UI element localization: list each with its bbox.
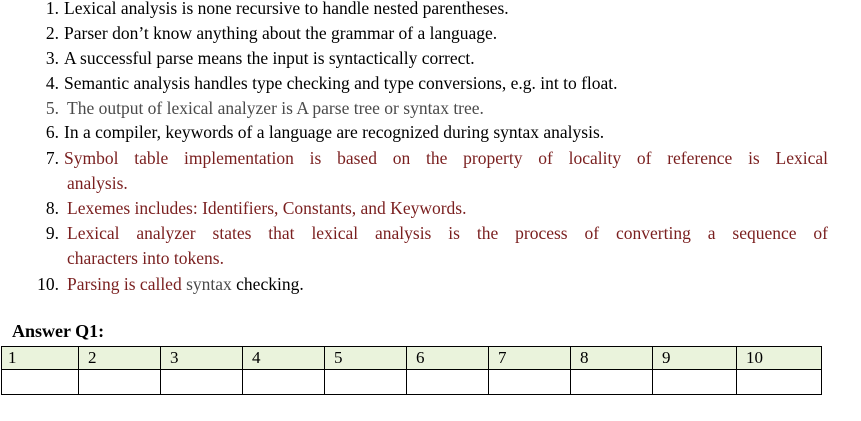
answer-input-row [2, 370, 822, 395]
answer-table [1, 346, 822, 395]
answer-header-cell: 6 [407, 347, 489, 370]
answer-header-cell: 10 [737, 347, 822, 370]
answer-header-cell: 1 [2, 347, 79, 370]
answer-header-cell: 8 [571, 347, 653, 370]
answer-heading: Answer Q1: [12, 321, 105, 341]
answer-cell-5[interactable] [325, 370, 407, 395]
answer-header-row [2, 347, 822, 370]
answer-header-cell: 4 [243, 347, 325, 370]
answer-header-cell: 7 [489, 347, 571, 370]
answer-cell-10[interactable] [737, 370, 822, 395]
answer-cell-4[interactable] [243, 370, 325, 395]
answer-cell-3[interactable] [161, 370, 243, 395]
answer-header-cell: 9 [653, 347, 737, 370]
answer-cell-1[interactable] [2, 370, 79, 395]
question-10-part2: syntax [186, 274, 232, 294]
question-10-part1: Parsing is called [67, 274, 182, 294]
answer-header-cell: 5 [325, 347, 407, 370]
answer-header-cell: 2 [79, 347, 161, 370]
answer-cell-2[interactable] [79, 370, 161, 395]
answer-cell-8[interactable] [571, 370, 653, 395]
answer-cell-9[interactable] [653, 370, 737, 395]
answer-header-cell: 3 [161, 347, 243, 370]
answer-cell-7[interactable] [489, 370, 571, 395]
question-10-part3: checking. [236, 274, 304, 294]
answer-cell-6[interactable] [407, 370, 489, 395]
